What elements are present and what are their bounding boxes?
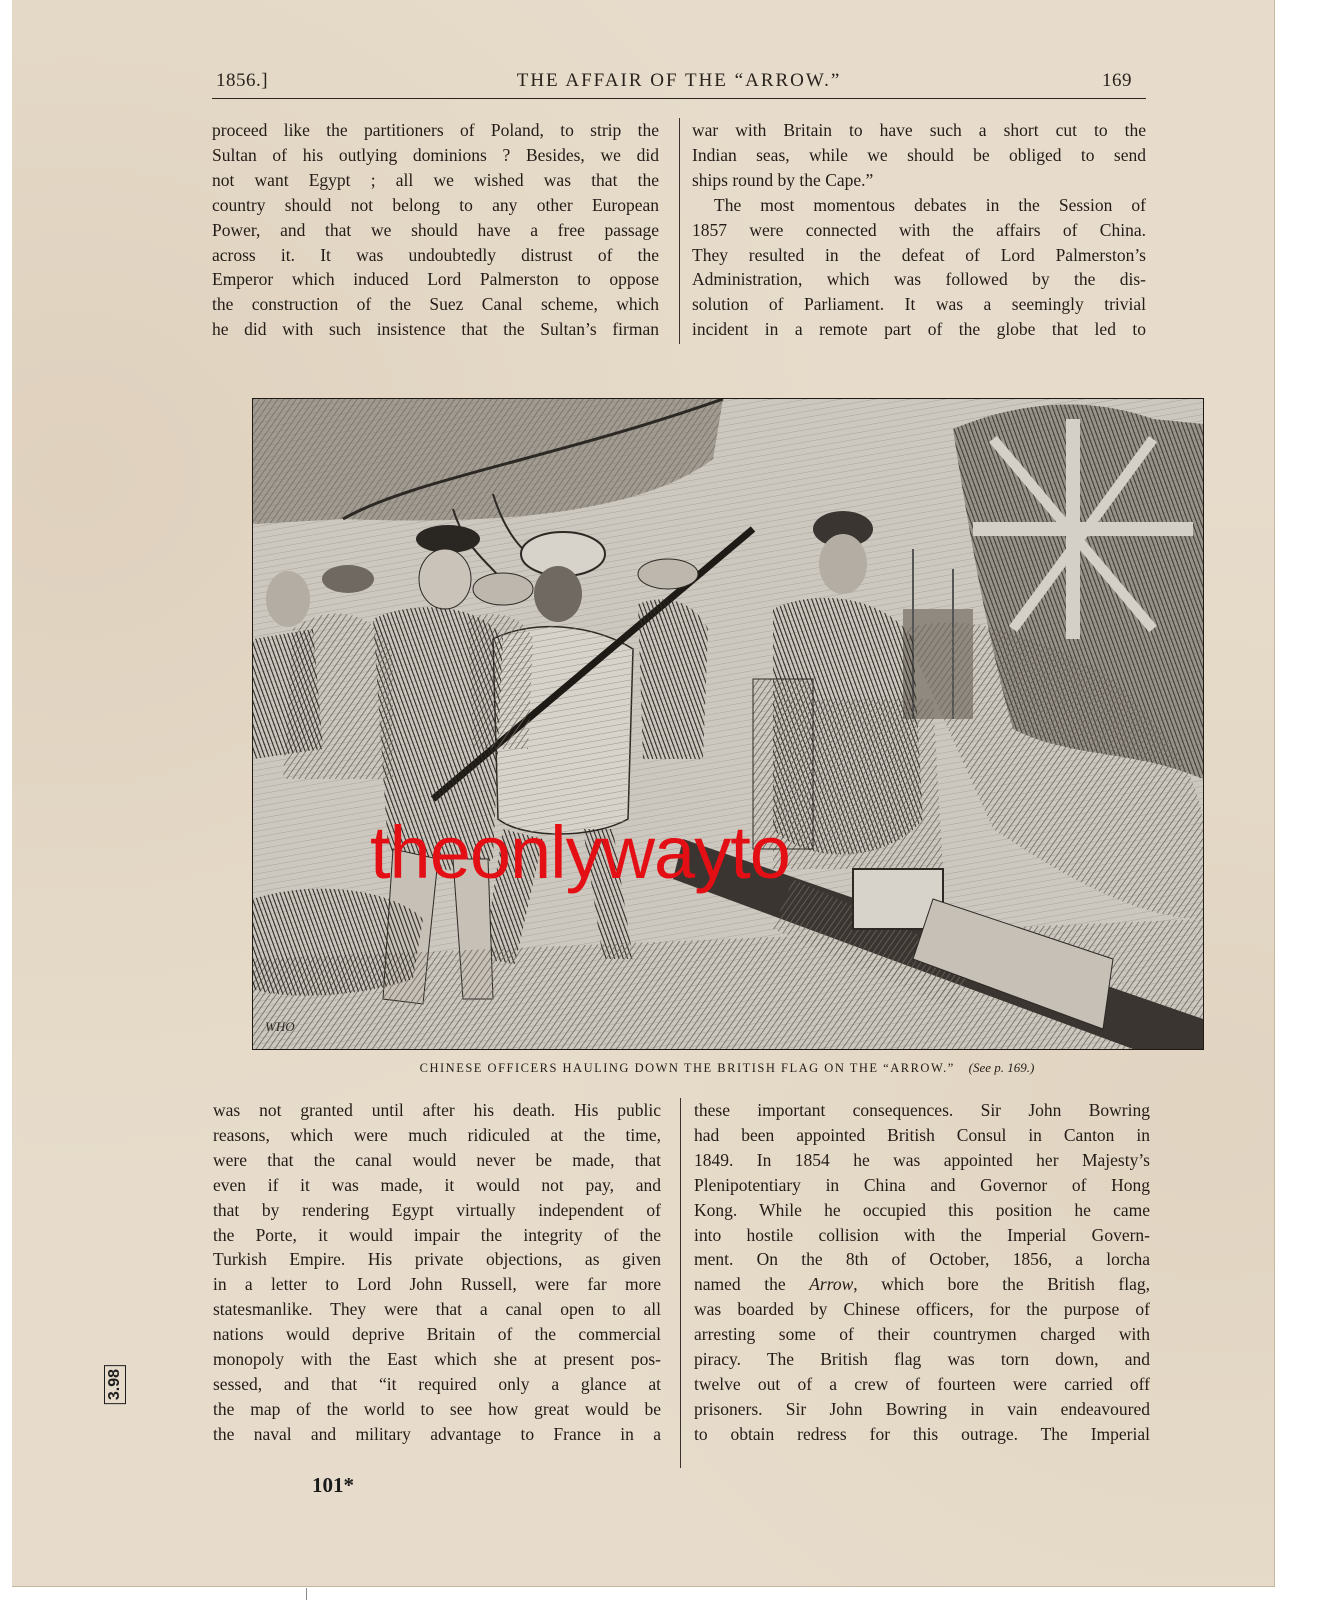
text-line: he did with such insistence that the Sultan’s firman (212, 319, 659, 340)
text-line: in a letter to Lord John Russell, were far more (213, 1274, 661, 1295)
folio-mark: 101* (312, 1473, 354, 1497)
running-head (212, 68, 1146, 99)
text-line: Emperor which induced Lord Palmerston to oppose (212, 269, 659, 290)
bottom-right-column (694, 1098, 1150, 1447)
column-rule-bottom (680, 1098, 681, 1468)
top-left-column (212, 118, 659, 342)
bottom-left-column (213, 1098, 661, 1447)
text-line: 1857 were connected with the affairs of China. (692, 219, 1146, 240)
text-line: were that the canal would never be made, that (213, 1149, 661, 1170)
engraving-illustration (252, 398, 1204, 1050)
text-line: into hostile collision with the Imperial Govern- (694, 1224, 1150, 1245)
edge-tick (306, 1588, 307, 1600)
text-line: the naval and military advantage to France in a (213, 1423, 661, 1444)
ship-name: Arrow (809, 1274, 854, 1295)
text-line: named the Arrow, which bore the British flag, (694, 1274, 1150, 1295)
text-line: that by rendering Egypt virtually independent of (213, 1199, 661, 1220)
text-line: across it. It was undoubtedly distrust of the (212, 244, 659, 265)
text-line: Power, and that we should have a free passage (212, 219, 659, 240)
text-line: even if it was made, it would not pay, and (213, 1174, 661, 1195)
header-date: 1856.] (216, 70, 269, 91)
svg-text:WHO: WHO (265, 1019, 295, 1034)
text-line: the construction of the Suez Canal scheme, which (212, 294, 659, 315)
text-line: to obtain redress for this outrage. The Imperial (694, 1423, 1150, 1444)
text-line: twelve out of a crew of fourteen were carried off (694, 1373, 1150, 1394)
illustration-caption (250, 1060, 1204, 1076)
text-line: ships round by the Cape.” (692, 169, 874, 190)
text-line: proceed like the partitioners of Poland, to strip the (212, 120, 659, 140)
text-line: The most momentous debates in the Session of (714, 194, 1146, 215)
engraving-drawing (253, 399, 1203, 1049)
text-line: statesmanlike. They were that a canal open to all (213, 1299, 661, 1320)
text-line: the Porte, it would impair the integrity of the (213, 1224, 661, 1245)
text-line: not want Egypt ; all we wished was that the (212, 169, 659, 190)
text-line: Indian seas, while we should be obliged to send (692, 144, 1146, 165)
text-line: Plenipotentiary in China and Governor of Hong (694, 1174, 1150, 1195)
text-line: Kong. While he occupied this position he came (694, 1199, 1150, 1220)
price-pencil-mark: 3.98 (104, 1365, 126, 1404)
watermark-text: theonlywayto (370, 811, 790, 894)
text-line: was not granted until after his death. His public (213, 1100, 661, 1120)
text-line: these important consequences. Sir John Bowring (694, 1100, 1150, 1120)
text-line: piracy. The British flag was torn down, and (694, 1349, 1150, 1370)
text-line: ment. On the 8th of October, 1856, a lorcha (694, 1249, 1150, 1270)
top-right-column (692, 118, 1146, 342)
text-line: was boarded by Chinese officers, for the purpose of (694, 1299, 1150, 1320)
text-line: had been appointed British Consul in Canton in (694, 1124, 1150, 1145)
text-line: monopoly with the East which she at present pos- (213, 1349, 661, 1370)
text-line: solution of Parliament. It was a seemingly trivial (692, 294, 1146, 315)
column-rule-top (679, 118, 680, 344)
page-number: 169 (1102, 70, 1132, 91)
text-line: war with Britain to have such a short cut to the (692, 120, 1146, 140)
text-line: arresting some of their countrymen charged with (694, 1324, 1150, 1345)
text-line: reasons, which were much ridiculed at the time, (213, 1124, 661, 1145)
text-line: Sultan of his outlying dominions ? Besides, we did (212, 144, 659, 165)
header-title: THE AFFAIR OF THE “ARROW.” (516, 70, 842, 91)
text-line: nations would deprive Britain of the commercial (213, 1324, 661, 1345)
text-line: Turkish Empire. His private objections, as given (213, 1249, 661, 1270)
text-line: country should not belong to any other European (212, 194, 659, 215)
caption-reference: (See p. 169.) (968, 1060, 1035, 1075)
text-line: They resulted in the defeat of Lord Palmerston’s (692, 244, 1146, 265)
text-line: 1849. In 1854 he was appointed her Majesty’s (694, 1149, 1150, 1170)
text-line: Administration, which was followed by the dis- (692, 269, 1146, 290)
text-line: sessed, and that “it required only a glance at (213, 1373, 661, 1394)
text-line: prisoners. Sir John Bowring in vain endeavoured (694, 1398, 1150, 1419)
text-line: incident in a remote part of the globe that led to (692, 319, 1146, 340)
text-line: the map of the world to see how great would be (213, 1398, 661, 1419)
caption-text: CHINESE OFFICERS HAULING DOWN THE BRITISH FLAG ON THE “ARROW.” (419, 1061, 955, 1075)
